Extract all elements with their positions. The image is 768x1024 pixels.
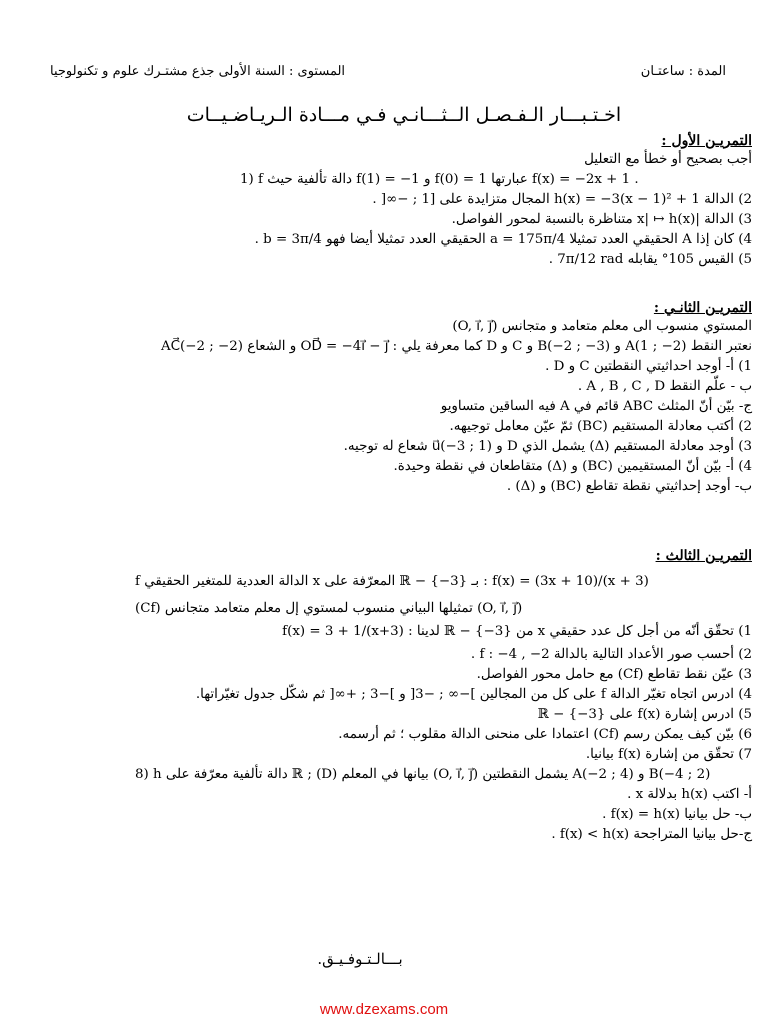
exercise-1-line: 5) القيس 105° يقابله 7π/12 rad . xyxy=(548,252,752,267)
exercise-2-line: ج- بيّن أنّ المثلث ABC قائم في A فيه الساقين متساويو xyxy=(440,399,752,414)
exercise-2-heading: التمريـن الثانـي : xyxy=(653,300,752,316)
exercise-3-line: (Cf) تمثيلها البياني منسوب لمستوي إل معلم متعامد متجانس (O, i⃗, j⃗) xyxy=(135,601,523,616)
exercise-3-line: ب- حل بيانيا f(x) = h(x) . xyxy=(602,807,752,822)
exercise-2-line: نعتبر النقط A(1 ; −2) و B(−2 ; −3) و C و D كما معرفة يلي : OD⃗ = −4i⃗ − j⃗ و الشعاع AC⃗(−2 ; −2) xyxy=(160,339,752,354)
exercise-3-line: 3) عيّن نقط تقاطع (Cf) مع حامل محور الفواصل. xyxy=(476,667,752,682)
closing-wish: بـــالـتـوفـيـق. xyxy=(317,950,403,968)
website-link[interactable]: www.dzexams.com xyxy=(319,1001,449,1018)
exercise-3-line: f الدالة العددية للمتغير الحقيقي x المعرّفة على ℝ − {−3} بـ : f(x) = (3x + 10)/(x + 3) xyxy=(135,574,649,589)
exercise-3-line: ج-حل بيانيا المتراجحة f(x) < h(x) . xyxy=(551,827,752,842)
exercise-3-line: 6) بيّن كيف يمكن رسم (Cf) اعتمادا على منحنى الدالة مقلوب ؛ ثم أرسمه. xyxy=(338,727,752,742)
exercise-1-heading: التمريـن الأول : xyxy=(661,133,752,149)
exercise-2-line: ب- أوجد إحداثيتي نقطة تقاطع (BC) و (Δ) . xyxy=(506,479,752,494)
exercise-2-line: 1) أ- أوجد احداثيتي النقطتين C و D . xyxy=(545,359,752,374)
exercise-2-line: المستوي منسوب الى معلم متعامد و متجانس (O, i⃗, j⃗) xyxy=(452,319,752,334)
exercise-3-line: أ- اكتب h(x) بدلالة x . xyxy=(627,787,752,802)
exercise-1-line: أجب بصحيح أو خطأ مع التعليل xyxy=(584,152,752,167)
exercise-1-line: 1) f دالة تألفية حيث f(1) = −1 و f(0) = 1 عبارتها f(x) = −2x + 1 . xyxy=(240,172,639,187)
level-label: المستوى : السنة الأولى جذع مشتـرك علوم و تكنولوجيا xyxy=(50,64,346,79)
exercise-1-line: 3) الدالة |x| ↦ h(x) متناظرة بالنسبة لمحور الفواصل. xyxy=(451,212,752,227)
exercise-3 xyxy=(135,548,752,845)
exercise-3-line: 2) أحسب صور الأعداد التالية بالدالة f : −4 , −2 . xyxy=(470,647,752,662)
exercise-2-line: ب - علّم النقط A , B , C , D . xyxy=(577,379,752,394)
exam-title: اخـتـبـــار الـفـصـل الــثـــانـي فـي مـــادة الـريـاضـيــات xyxy=(186,104,622,126)
exercise-3-line: 8) h دالة تألفية معرّفة على ℝ ; (D) بيانها في المعلم (O, i⃗, j⃗) يشمل النقطتين A(−2 ; 4) و B(−4 ; 2) xyxy=(135,767,711,782)
exam-header xyxy=(20,64,748,84)
exercise-1-line: 4) كان إذا A الحقيقي العدد تمثيلا a = 175π/4 الحقيقي العدد تمثيلا أيضا فهو b = 3π/4 . xyxy=(254,232,752,247)
exercise-2-line: 3) أوجد معادلة المستقيم (Δ) يشمل الذي D و u⃗(−3 ; 1) شعاع له توجيه. xyxy=(343,439,752,454)
exercise-3-line: 4) ادرس اتجاه تغيّر الدالة f على كل من المجالين ]−∞ ; −3[ و ]−3 ; +∞[ ثم شكّل جدول تغيّراتها. xyxy=(195,687,752,702)
duration-label: المدة : ساعتـان xyxy=(640,64,726,79)
exercise-1-line: 2) الدالة h(x) = −3(x − 1)² + 1 المجال متزايدة على [1 ; −∞[ . xyxy=(372,192,752,207)
exercise-3-line: 1) تحقّق أنّه من أجل كل عدد حقيقي x من ℝ − {−3} لدينا : f(x) = 3 + 1/(x+3) xyxy=(282,624,752,639)
exercise-1 xyxy=(240,133,752,270)
exercise-2-line: 4) أ- بيّن أنّ المستقيمين (BC) و (Δ) متقاطعان في نقطة وحيدة. xyxy=(393,459,752,474)
exercise-2-line: 2) أكتب معادلة المستقيم (BC) ثمّ عيّن معامل توجيهه. xyxy=(449,419,752,434)
exercise-3-line: 7) تحقّق من إشارة f(x) بيانيا. xyxy=(585,747,752,762)
exercise-3-heading: التمريـن الثالث : xyxy=(655,548,752,564)
exercise-3-line: 5) ادرس إشارة f(x) على ℝ − {−3} xyxy=(537,707,752,722)
exercise-2 xyxy=(150,300,752,497)
